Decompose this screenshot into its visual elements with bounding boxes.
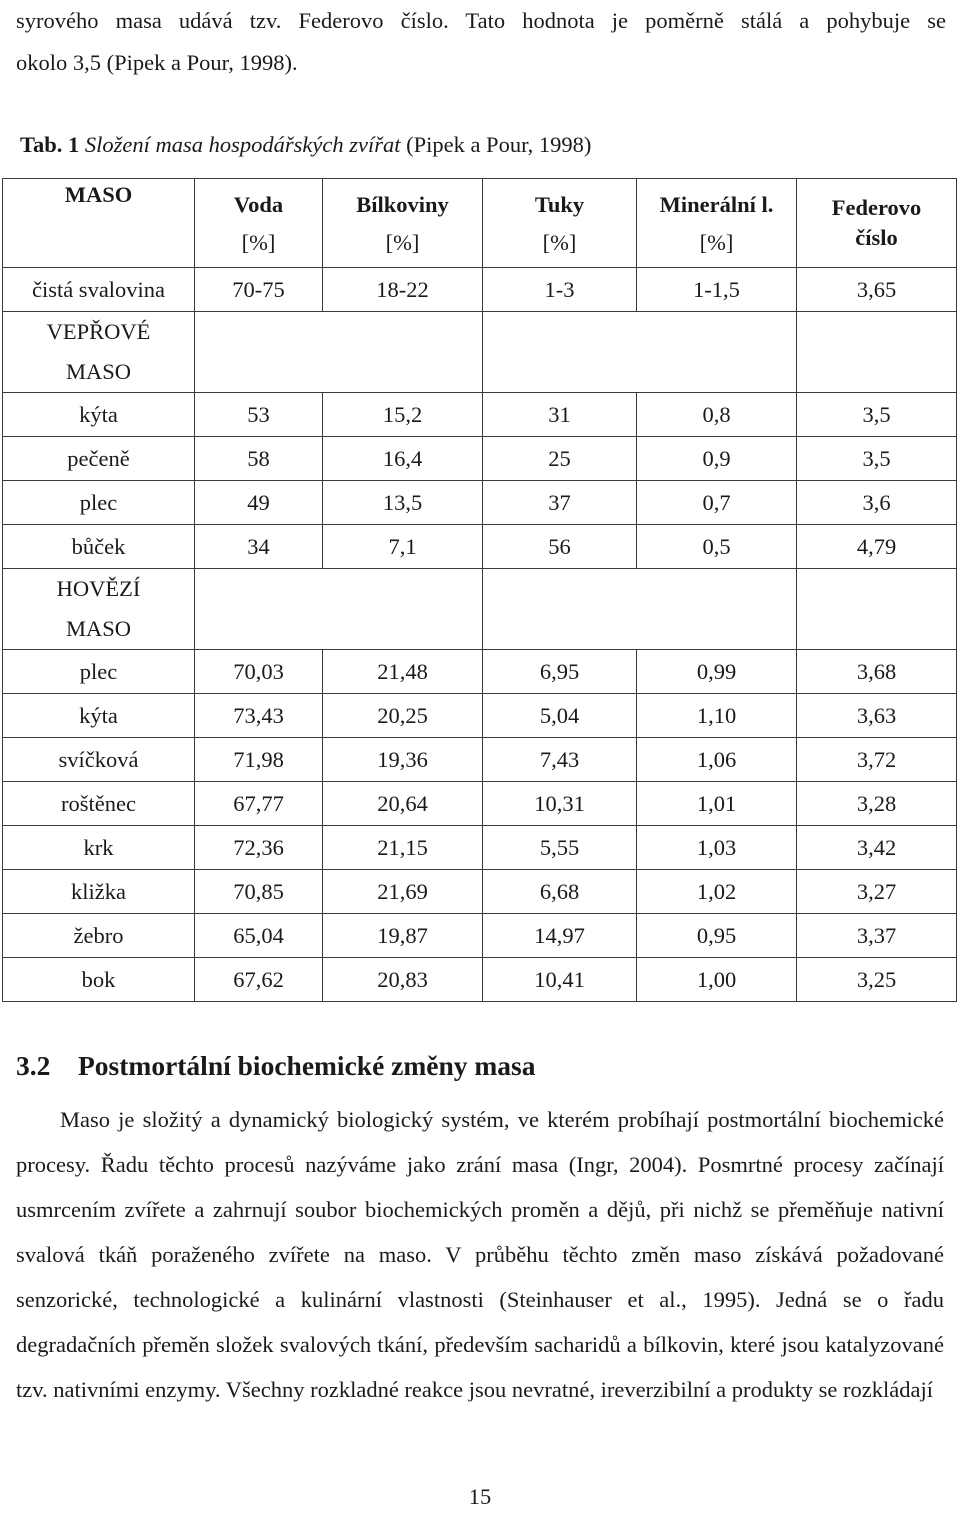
value-cell: 13,5 — [323, 481, 483, 525]
value-cell: 3,28 — [797, 782, 957, 826]
value-cell: 0,99 — [637, 650, 797, 694]
value-cell: 0,8 — [637, 393, 797, 437]
value-cell: 25 — [483, 437, 637, 481]
value-cell: 10,31 — [483, 782, 637, 826]
table-row — [3, 268, 957, 312]
table-row — [3, 826, 957, 870]
value-cell: 70,03 — [195, 650, 323, 694]
header-label: Bílkoviny — [356, 192, 449, 217]
header-cell — [483, 179, 637, 268]
value-cell: 1,00 — [637, 958, 797, 1002]
row-label-cell: kýta — [3, 393, 195, 437]
header-label: Federovo číslo — [831, 195, 922, 250]
table-row — [3, 782, 957, 826]
value-cell: 71,98 — [195, 738, 323, 782]
caption-label: Tab. 1 — [20, 132, 80, 157]
value-cell: 19,87 — [323, 914, 483, 958]
group-row — [3, 312, 957, 393]
table-row — [3, 738, 957, 782]
caption-source: (Pipek a Pour, 1998) — [406, 132, 592, 157]
value-cell: 0,9 — [637, 437, 797, 481]
value-cell: 1-3 — [483, 268, 637, 312]
row-label-cell: svíčková — [3, 738, 195, 782]
group-row — [3, 569, 957, 650]
value-cell: 67,77 — [195, 782, 323, 826]
value-cell: 72,36 — [195, 826, 323, 870]
value-cell: 53 — [195, 393, 323, 437]
row-label-cell: plec — [3, 650, 195, 694]
value-cell: 1,01 — [637, 782, 797, 826]
empty-cell — [797, 569, 957, 650]
value-cell: 0,7 — [637, 481, 797, 525]
header-unit: [%] — [241, 230, 276, 255]
value-cell: 65,04 — [195, 914, 323, 958]
row-label-cell: kýta — [3, 694, 195, 738]
value-cell: 31 — [483, 393, 637, 437]
empty-cell — [195, 312, 483, 393]
section-title: Postmortální biochemické změny masa — [78, 1050, 536, 1081]
value-cell: 16,4 — [323, 437, 483, 481]
value-cell: 3,27 — [797, 870, 957, 914]
value-cell: 21,48 — [323, 650, 483, 694]
header-cell — [797, 179, 957, 268]
table-row — [3, 393, 957, 437]
intro-line-1: syrového masa udává tzv. Federovo číslo. Tato hodnota je poměrně stálá a pohybuje se — [16, 8, 946, 33]
value-cell: 3,42 — [797, 826, 957, 870]
value-cell: 58 — [195, 437, 323, 481]
body-text: Maso je složitý a dynamický biologický systém, ve kterém probíhají postmortální biochemické procesy. Řadu těchto procesů nazýváme jako zrání masa (Ingr, 2004). Posmrtné procesy začínají usmrcením zvířete a zahrnují soubor biochemických proměn a dějů, při nichž se přeměňuje nativní svalová tkáň poraženého zvířete na maso. V průběhu těchto změn maso získává požadované senzorické, technologické a kulinární vlastnosti (Steinhauser et al., 1995). Jedná se o řadu degradačních přeměn složek svalových tkání, především sacharidů a bílkovin, které jsou katalyzované tzv. nativními enzymy. Všechny rozkladné reakce jsou nevratné, ireverzibilní a produkty se rozkládají — [16, 1107, 944, 1402]
value-cell: 15,2 — [323, 393, 483, 437]
value-cell: 70-75 — [195, 268, 323, 312]
value-cell: 21,15 — [323, 826, 483, 870]
value-cell: 20,83 — [323, 958, 483, 1002]
row-label-cell: pečeně — [3, 437, 195, 481]
value-cell: 70,85 — [195, 870, 323, 914]
value-cell: 4,79 — [797, 525, 957, 569]
row-label-cell: plec — [3, 481, 195, 525]
value-cell: 73,43 — [195, 694, 323, 738]
empty-cell — [797, 312, 957, 393]
body-paragraph — [16, 1097, 944, 1412]
header-cell — [637, 179, 797, 268]
row-label-cell: krk — [3, 826, 195, 870]
header-label: Tuky — [534, 192, 585, 217]
value-cell: 14,97 — [483, 914, 637, 958]
header-cell — [323, 179, 483, 268]
value-cell: 3,6 — [797, 481, 957, 525]
value-cell: 19,36 — [323, 738, 483, 782]
value-cell: 7,1 — [323, 525, 483, 569]
table-header-row — [3, 179, 957, 268]
table-row — [3, 914, 957, 958]
value-cell: 1-1,5 — [637, 268, 797, 312]
row-label-cell: kližka — [3, 870, 195, 914]
meat-composition-table — [2, 178, 957, 1002]
header-label: MASO — [64, 182, 133, 207]
header-label: Voda — [233, 192, 284, 217]
table-row — [3, 437, 957, 481]
value-cell: 67,62 — [195, 958, 323, 1002]
value-cell: 3,37 — [797, 914, 957, 958]
table-row — [3, 525, 957, 569]
value-cell: 5,55 — [483, 826, 637, 870]
empty-cell — [483, 569, 797, 650]
empty-cell — [483, 312, 797, 393]
table-row — [3, 870, 957, 914]
value-cell: 1,03 — [637, 826, 797, 870]
row-label-cell: bok — [3, 958, 195, 1002]
section-number: 3.2 — [16, 1050, 51, 1081]
header-cell — [195, 179, 323, 268]
page-number: 15 — [468, 1484, 492, 1509]
group-label-cell: VEPŘOVÉ MASO — [3, 312, 195, 393]
value-cell: 3,68 — [797, 650, 957, 694]
value-cell: 3,25 — [797, 958, 957, 1002]
empty-cell — [195, 569, 483, 650]
value-cell: 49 — [195, 481, 323, 525]
table-row — [3, 650, 957, 694]
row-label-cell: roštěnec — [3, 782, 195, 826]
intro-paragraph — [16, 0, 946, 84]
section-heading — [16, 1050, 536, 1082]
value-cell: 5,04 — [483, 694, 637, 738]
table-row — [3, 481, 957, 525]
value-cell: 6,68 — [483, 870, 637, 914]
value-cell: 20,64 — [323, 782, 483, 826]
value-cell: 10,41 — [483, 958, 637, 1002]
header-cell — [3, 179, 195, 268]
value-cell: 56 — [483, 525, 637, 569]
value-cell: 3,5 — [797, 393, 957, 437]
header-unit: [%] — [699, 230, 734, 255]
value-cell: 0,95 — [637, 914, 797, 958]
value-cell: 1,10 — [637, 694, 797, 738]
table-row — [3, 958, 957, 1002]
value-cell: 20,25 — [323, 694, 483, 738]
group-label-cell: HOVĚZÍ MASO — [3, 569, 195, 650]
header-unit: [%] — [385, 230, 420, 255]
value-cell: 1,06 — [637, 738, 797, 782]
value-cell: 7,43 — [483, 738, 637, 782]
header-unit: [%] — [542, 230, 577, 255]
value-cell: 3,63 — [797, 694, 957, 738]
value-cell: 3,72 — [797, 738, 957, 782]
intro-line-2: okolo 3,5 (Pipek a Pour, 1998). — [16, 50, 298, 75]
table-caption — [20, 128, 591, 162]
value-cell: 37 — [483, 481, 637, 525]
value-cell: 1,02 — [637, 870, 797, 914]
value-cell: 21,69 — [323, 870, 483, 914]
row-label-cell: žebro — [3, 914, 195, 958]
table-row — [3, 694, 957, 738]
caption-title: Složení masa hospodářských zvířat — [84, 132, 401, 157]
value-cell: 18-22 — [323, 268, 483, 312]
row-label-cell: bůček — [3, 525, 195, 569]
row-label-cell: čistá svalovina — [3, 268, 195, 312]
value-cell: 0,5 — [637, 525, 797, 569]
value-cell: 3,65 — [797, 268, 957, 312]
header-label: Minerální l. — [659, 192, 774, 217]
value-cell: 6,95 — [483, 650, 637, 694]
value-cell: 3,5 — [797, 437, 957, 481]
value-cell: 34 — [195, 525, 323, 569]
